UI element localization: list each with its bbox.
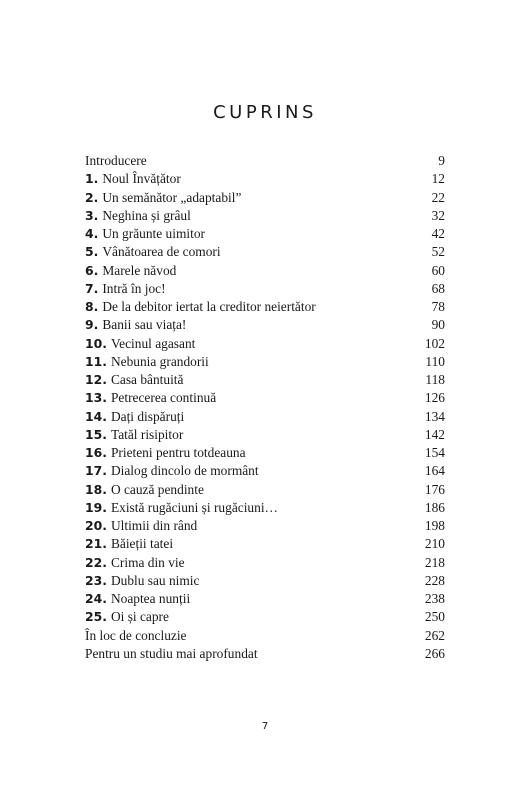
page-ref: 228 <box>424 572 445 588</box>
toc-entry <box>85 225 445 243</box>
chapter-number: 6. <box>85 262 99 278</box>
page-ref: 126 <box>424 390 445 406</box>
chapter-number: 8. <box>85 299 99 314</box>
toc-entry <box>85 280 445 298</box>
toc-entry <box>85 408 445 426</box>
chapter-number: 23. <box>85 572 107 588</box>
page-ref: 42 <box>431 226 445 241</box>
toc-entry-title <box>85 189 241 207</box>
toc-entry-title <box>85 225 205 243</box>
page-ref: 118 <box>425 372 445 387</box>
chapter-title: Băieții tatei <box>110 536 174 552</box>
chapter-title: Banii sau viața! <box>102 317 187 333</box>
chapter-title: Ultimii din rând <box>110 518 198 533</box>
chapter-title: O cauză pendinte <box>110 481 204 497</box>
page-ref: 186 <box>424 499 445 515</box>
page-ref: 142 <box>424 426 445 442</box>
toc-entry <box>85 335 445 353</box>
chapter-number: 17. <box>85 463 107 479</box>
toc-entry <box>85 535 445 553</box>
chapter-title: Dați dispăruți <box>110 408 185 424</box>
toc-entry-title <box>85 316 186 334</box>
chapter-title: Vânătoarea de comori <box>102 244 221 260</box>
toc-entry-title <box>85 645 258 663</box>
toc-entry <box>85 426 445 444</box>
toc-entry <box>85 462 445 480</box>
page-ref: 22 <box>431 189 445 205</box>
toc-entry <box>85 444 445 462</box>
chapter-number: 9. <box>85 317 99 333</box>
chapter-number: 15. <box>85 426 107 442</box>
toc-entry <box>85 554 445 572</box>
chapter-number: 11. <box>85 353 107 369</box>
page-ref: 68 <box>431 280 445 296</box>
toc-entry-title <box>85 298 316 316</box>
chapter-title: Pentru un studiu mai aprofundat <box>85 645 258 661</box>
toc-entry <box>85 316 445 334</box>
page-title: CUPRINS <box>213 102 317 124</box>
toc-entry-title <box>85 554 185 572</box>
toc-entry <box>85 481 445 499</box>
page-ref: 12 <box>431 171 445 187</box>
toc-entry <box>85 590 445 608</box>
page-number: 7 <box>261 721 269 732</box>
chapter-number: 18. <box>85 481 107 497</box>
chapter-number: 25. <box>85 609 107 625</box>
toc-entry-title <box>85 481 204 499</box>
toc-entry-title <box>85 462 259 480</box>
chapter-title: Noul Învățător <box>102 171 181 187</box>
page-ref: 110 <box>425 353 445 369</box>
page-ref: 60 <box>431 262 445 278</box>
toc-entry <box>85 572 445 590</box>
toc-entry-title <box>85 389 216 407</box>
page-ref: 198 <box>424 518 445 533</box>
toc-entry-title <box>85 353 209 371</box>
toc-entry <box>85 152 445 170</box>
chapter-title: Există rugăciuni și rugăciuni… <box>110 499 278 515</box>
chapter-title: Noaptea nunții <box>110 591 191 606</box>
toc-entry <box>85 627 445 645</box>
chapter-number: 21. <box>85 536 107 552</box>
toc-entry-title <box>85 499 278 517</box>
toc-entry <box>85 608 445 626</box>
toc-entry-title <box>85 152 147 170</box>
chapter-number: 20. <box>85 518 107 533</box>
toc-entry <box>85 353 445 371</box>
chapter-title: Nebunia grandorii <box>110 353 209 369</box>
chapter-title: Oi și capre <box>110 609 169 625</box>
page-ref: 266 <box>424 645 445 661</box>
toc-entry-title <box>85 207 191 225</box>
chapter-number: 13. <box>85 390 107 406</box>
toc-entry-title <box>85 262 176 280</box>
chapter-number: 24. <box>85 591 107 606</box>
chapter-title: Un grăunte uimitor <box>102 226 205 241</box>
chapter-title: Vecinul agasant <box>110 335 196 351</box>
toc-entry <box>85 262 445 280</box>
chapter-number: 22. <box>85 554 107 570</box>
chapter-number: 16. <box>85 445 107 460</box>
chapter-title: Un semănător „adaptabil” <box>102 189 242 205</box>
page-ref: 78 <box>431 299 445 314</box>
toc-entry <box>85 517 445 535</box>
chapter-title: Dublu sau nimic <box>110 572 200 588</box>
page-ref: 52 <box>431 244 445 260</box>
page-ref: 210 <box>424 536 445 552</box>
toc-entry <box>85 170 445 188</box>
toc-entry <box>85 499 445 517</box>
chapter-title: Tatăl risipitor <box>110 426 184 442</box>
page-ref: 90 <box>431 317 445 333</box>
toc-entry-title <box>85 517 197 535</box>
page-ref: 32 <box>431 207 445 223</box>
chapter-title: Casa bântuită <box>110 372 184 387</box>
page-ref: 154 <box>424 445 445 460</box>
chapter-title: Intră în joc! <box>102 280 166 296</box>
toc-entry <box>85 645 445 663</box>
page-ref: 250 <box>424 609 445 625</box>
toc-entry-title <box>85 608 169 626</box>
chapter-number: 12. <box>85 372 107 387</box>
toc-entry <box>85 298 445 316</box>
toc-entry-title <box>85 627 187 645</box>
chapter-title: De la debitor iertat la creditor neiertător <box>102 299 316 314</box>
toc-entry <box>85 389 445 407</box>
chapter-number: 1. <box>85 171 99 187</box>
toc-entry-title <box>85 335 195 353</box>
page-ref: 238 <box>424 591 445 606</box>
page-ref: 218 <box>424 554 445 570</box>
chapter-number: 7. <box>85 280 99 296</box>
chapter-title: Crima din vie <box>110 554 185 570</box>
toc-entry <box>85 371 445 389</box>
toc-entry-title <box>85 444 246 462</box>
chapter-title: Marele năvod <box>102 262 177 278</box>
chapter-title: Petrecerea continuă <box>110 390 217 406</box>
chapter-number: 10. <box>85 335 107 351</box>
toc-entry-title <box>85 408 184 426</box>
toc-entry-title <box>85 243 221 261</box>
chapter-number: 14. <box>85 408 107 424</box>
chapter-number: 2. <box>85 189 99 205</box>
chapter-title: Introducere <box>85 153 147 168</box>
toc-entry <box>85 207 445 225</box>
chapter-number: 5. <box>85 244 99 260</box>
toc-entry-title <box>85 371 183 389</box>
chapter-title: Dialog dincolo de mormânt <box>110 463 259 479</box>
page-ref: 176 <box>424 481 445 497</box>
toc-entry-title <box>85 572 199 590</box>
page-ref: 134 <box>424 408 445 424</box>
page-ref: 164 <box>424 463 445 479</box>
toc-entry-title <box>85 170 181 188</box>
toc-entry-title <box>85 280 166 298</box>
toc-entry-title <box>85 590 190 608</box>
page-ref: 102 <box>424 335 445 351</box>
toc-entry-title <box>85 426 183 444</box>
toc-entry <box>85 243 445 261</box>
chapter-title: În loc de concluzie <box>85 627 187 643</box>
chapter-title: Neghina și grâul <box>102 207 191 223</box>
chapter-number: 3. <box>85 207 99 223</box>
chapter-number: 4. <box>85 226 99 241</box>
toc-entry-title <box>85 535 173 553</box>
page-ref: 262 <box>424 627 445 643</box>
toc-entry <box>85 189 445 207</box>
chapter-number: 19. <box>85 499 107 515</box>
page-ref: 9 <box>438 153 445 168</box>
chapter-title: Prieteni pentru totdeauna <box>110 445 246 460</box>
table-of-contents <box>85 152 445 663</box>
